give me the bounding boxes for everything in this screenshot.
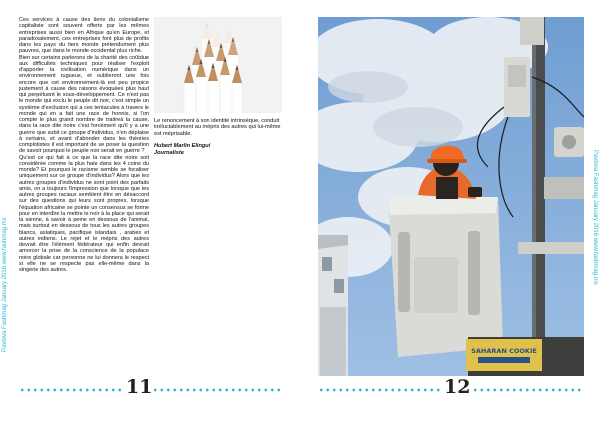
pull-quote [154, 118, 282, 156]
truck-sign-text: SAHARAN COOKIE [471, 347, 537, 355]
pencils-photo [154, 17, 282, 113]
quote-author-role: Journaliste [154, 149, 184, 156]
footer-dots-right-a [318, 387, 442, 393]
lineman-photo [318, 17, 584, 376]
page-number-left: 11 [126, 376, 153, 398]
article-paragraph-3: Qu'est ce qui fait à ce que la race dite noire soit considérée comme la plus haïe dans les 4 coins du monde? Et pourquoi le racisme semble se focaliser uniquement sur ce groupe d'individus? Alors que les autres groupes d'individus ne sont point des parfaits amis, on a toujours l'impression que lorsque que les autres groupes raciaux semblent être en désaccord sur des questions qui leurs sont propres, lorsque l'équation africaine se pointe un consensus se forme pour en interdire la mettre le noir à la place qui serait la sienne, à savoir à peine en dessous de l'animal, mais surtout en dessous de tous les autres groupes blancs, asiatiques, pacifique islandais , arabes et autres indiens. Le rejet et le mépris des autres devrait être l'élément fédérateur qui enfin devrait amorcer la prise de la conscience de la populace noire globale car personne ne lui donnera le respect si elle ne se respecte pas elle-même dans la singerie des autres. [19, 154, 149, 273]
footer-dots-right-b [472, 387, 584, 393]
footer-dots-left-b [152, 387, 283, 393]
footer-dots-left-a [19, 387, 123, 393]
lineman-illustration [318, 17, 584, 376]
page-number-right: 12 [444, 376, 471, 398]
quote-author: Hubert Marlin Elingui [154, 143, 211, 150]
side-credit-right: Pavlova Fashmag January 2016 www.fashmag.mx [592, 150, 598, 285]
article-paragraph-1: Ces services à cause des liens du colonialisme capitaliste sont souvent offerts par les mêmes entreprises aussi bien en Afrique qu'en Europe, et paradoxalement, ces entreprises font plus de profits dans les pays du tiers monde prétendument plus pauvres, que dans le monde occidental plus riche. [19, 17, 149, 55]
side-credit-left: Pavlova Fashmag January 2016 www.fashmag.mx [2, 217, 8, 352]
quote-text: Le renoncement à son identité intrinsèque, conduit inéluctablement au mépris des autres qui lui-même est méprisable. [154, 118, 281, 137]
article-paragraph-2: Bien sur certains parlerons de la charité des coûtdue aux difficultés techniques pour réaliser l'exploit d'apporter la civilisation numérique dans un environnement rugueux, et oublieront une fois encore que cet environnement-là est peu propice justement à cause des raisons évoquées plus haut qui perpétuent le sous-développement. Ce n'est pas le monde qui exclu le peuple dit noir, c'est simple un système d'exclusion qui a ces tentacules à travers le monde qui en a fait une race de honnis, si l'on compte le plus grand nombre de traitreà la cause, dans la race dite noire c'est forcément qu'il y a une guerre que subit ce groupe d'individus, n'en déplaise à certains, et avant d'abonder dans les théories complotistes il est important de se poser la question de savoir pourquoi le peuple noir serait en guerre ? [19, 54, 149, 155]
pencils-illustration [154, 17, 282, 113]
article-body [19, 17, 149, 273]
